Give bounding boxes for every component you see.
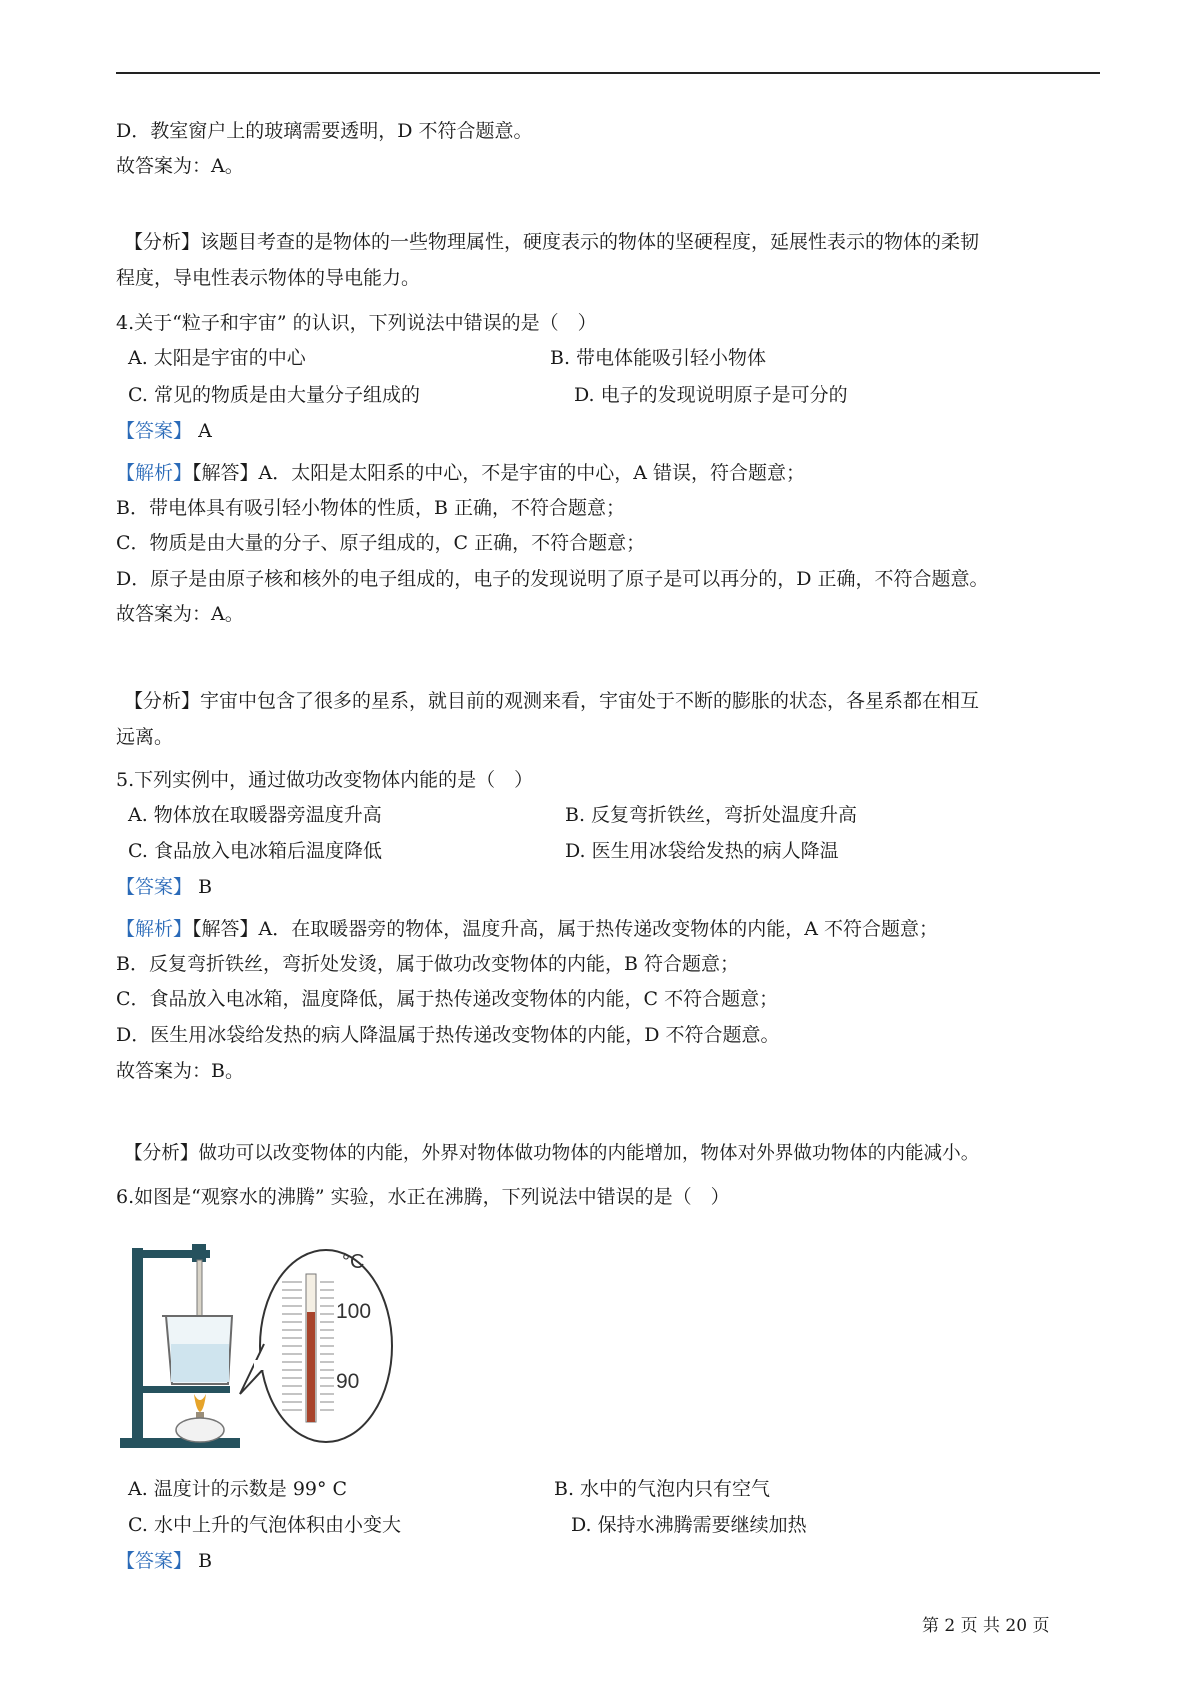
explain-tag: 【解析】 <box>116 918 193 940</box>
q6-answer: 【答案】 B <box>116 1550 213 1572</box>
explain-tag: 【解析】 <box>116 462 193 484</box>
header-rule <box>116 72 1100 74</box>
prev-analysis-line-1: 【分析】该题目考查的是物体的一些物理属性，硬度表示的物体的坚硬程度，延展性表示的物体的柔韧 <box>124 231 980 253</box>
q4-stem: 4.关于“粒子和宇宙” 的认识，下列说法中错误的是（ ） <box>116 312 597 334</box>
q4-option-d: D. 电子的发现说明原子是可分的 <box>574 384 848 406</box>
q6-stem: 6.如图是“观察水的沸腾” 实验，水正在沸腾，下列说法中错误的是（ ） <box>116 1186 730 1208</box>
answer-tag: 【答案】 <box>116 876 193 898</box>
q4-answer: 【答案】 A <box>116 420 212 442</box>
q5-final-answer: 故答案为：B。 <box>116 1060 244 1082</box>
page-footer: 第 2 页 共 20 页 <box>922 1616 1050 1636</box>
answer-tag: 【答案】 <box>116 420 193 442</box>
q4-explain-line-1: 【解析】【解答】A．太阳是太阳系的中心，不是宇宙的中心，A 错误，符合题意； <box>116 462 805 484</box>
q5-explain-line-3: C．食品放入电冰箱，温度降低，属于热传递改变物体的内能，C 不符合题意； <box>116 988 779 1010</box>
q5-option-b: B. 反复弯折铁丝，弯折处温度升高 <box>565 804 858 826</box>
q6-option-a: A. 温度计的示数是 99° C <box>128 1478 348 1500</box>
q5-analysis-line-1: 【分析】做功可以改变物体的内能，外界对物体做功物体的内能增加，物体对外界做功物体的内能减小。 <box>124 1143 980 1164</box>
tick-label-100: 100 <box>336 1300 372 1323</box>
q4-option-c: C. 常见的物质是由大量分子组成的 <box>128 384 420 406</box>
q6-option-c: C. 水中上升的气泡体积由小变大 <box>128 1514 401 1536</box>
q4-final-answer: 故答案为：A。 <box>116 603 244 625</box>
tick-label-90: 90 <box>336 1370 360 1393</box>
alcohol-lamp-icon <box>176 1394 224 1442</box>
analysis-tag: 【分析】 <box>124 231 201 253</box>
prev-final-answer: 故答案为：A。 <box>116 155 244 177</box>
q5-explain-line-4: D．医生用冰袋给发热的病人降温属于热传递改变物体的内能，D 不符合题意。 <box>116 1024 780 1046</box>
q5-option-c: C. 食品放入电冰箱后温度降低 <box>128 840 382 862</box>
q6-option-d: D. 保持水沸腾需要继续加热 <box>571 1514 807 1536</box>
thermometer-callout <box>240 1250 392 1442</box>
prev-analysis-line-2: 程度，导电性表示物体的导电能力。 <box>116 267 421 289</box>
analysis-tag: 【分析】 <box>124 690 201 712</box>
q4-analysis-line-1: 【分析】宇宙中包含了很多的星系，就目前的观测来看，宇宙处于不断的膨胀的状态，各星系都在相互 <box>124 690 980 712</box>
q4-option-a: A. 太阳是宇宙的中心 <box>128 347 306 369</box>
unit-label: °C <box>342 1251 365 1273</box>
q5-stem: 5.下列实例中，通过做功改变物体内能的是（ ） <box>116 769 534 791</box>
q4-analysis-line-2: 远离。 <box>116 726 174 748</box>
q5-option-a: A. 物体放在取暖器旁温度升高 <box>128 804 382 826</box>
beaker-icon <box>162 1316 232 1384</box>
mercury-column <box>307 1312 315 1422</box>
prev-option-d-explain: D．教室窗户上的玻璃需要透明，D 不符合题意。 <box>116 120 533 142</box>
q5-explain-line-1: 【解析】【解答】A．在取暖器旁的物体，温度升高，属于热传递改变物体的内能，A 不符合题意； <box>116 918 938 940</box>
answer-tag: 【答案】 <box>116 1550 193 1572</box>
q4-explain-line-2: B．带电体具有吸引轻小物体的性质，B 正确，不符合题意； <box>116 497 625 519</box>
q6-option-b: B. 水中的气泡内只有空气 <box>554 1478 771 1500</box>
boiling-experiment-figure <box>114 1234 396 1456</box>
q5-option-d: D. 医生用冰袋给发热的病人降温 <box>565 840 839 862</box>
q4-explain-line-3: C．物质是由大量的分子、原子组成的，C 正确，不符合题意； <box>116 532 646 554</box>
q4-option-b: B. 带电体能吸引轻小物体 <box>550 347 767 369</box>
analysis-tag: 【分析】 <box>124 1143 199 1164</box>
q4-explain-line-4: D．原子是由原子核和核外的电子组成的，电子的发现说明了原子是可以再分的，D 正确，不符合题意。 <box>116 568 989 590</box>
q5-explain-line-2: B．反复弯折铁丝，弯折处发烫，属于做功改变物体的内能，B 符合题意； <box>116 953 739 975</box>
q5-answer: 【答案】 B <box>116 876 213 898</box>
